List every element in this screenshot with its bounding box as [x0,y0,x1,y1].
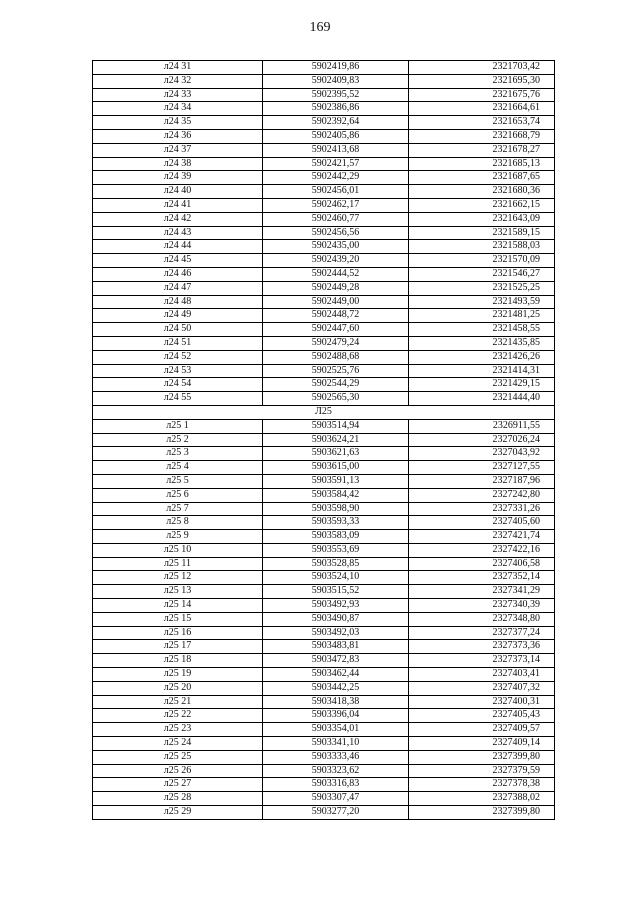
table-row [93,323,555,337]
point-id-cell: л24 40 [93,185,263,199]
table-row [93,723,555,737]
table-row [93,171,555,185]
x-coordinate-cell: 5902488,68 [263,350,409,364]
table-row [93,336,555,350]
y-coordinate-cell: 2327379,59 [409,764,555,778]
table-row [93,502,555,516]
y-coordinate-cell: 2327348,80 [409,612,555,626]
y-coordinate-cell: 2327399,80 [409,806,555,820]
table-row [93,226,555,240]
point-id-cell: л25 24 [93,737,263,751]
table-row [93,143,555,157]
point-id-cell: л25 23 [93,723,263,737]
point-id-cell: л24 44 [93,240,263,254]
table-row [93,254,555,268]
table-row [93,474,555,488]
point-id-cell: л24 42 [93,212,263,226]
y-coordinate-cell: 2327026,24 [409,433,555,447]
y-coordinate-cell: 2321687,65 [409,171,555,185]
y-coordinate-cell: 2327352,14 [409,571,555,585]
point-id-cell: л25 26 [93,764,263,778]
table-row [93,295,555,309]
table-body-l25 [93,419,555,819]
y-coordinate-cell: 2321653,74 [409,116,555,130]
x-coordinate-cell: 5903396,04 [263,709,409,723]
table-row [93,350,555,364]
y-coordinate-cell: 2327187,96 [409,474,555,488]
table-row [93,612,555,626]
point-id-cell: л25 5 [93,474,263,488]
y-coordinate-cell: 2321678,27 [409,143,555,157]
table-row [93,61,555,75]
x-coordinate-cell: 5902456,01 [263,185,409,199]
x-coordinate-cell: 5902456,56 [263,226,409,240]
x-coordinate-cell: 5903354,01 [263,723,409,737]
table-row [93,74,555,88]
table-row [93,626,555,640]
x-coordinate-cell: 5903490,87 [263,612,409,626]
x-coordinate-cell: 5903307,47 [263,792,409,806]
table-row [93,585,555,599]
table-row [93,681,555,695]
point-id-cell: л25 6 [93,488,263,502]
y-coordinate-cell: 2321435,85 [409,336,555,350]
table-row [93,806,555,820]
point-id-cell: л24 39 [93,171,263,185]
y-coordinate-cell: 2321481,25 [409,309,555,323]
table-row [93,240,555,254]
x-coordinate-cell: 5902405,86 [263,129,409,143]
y-coordinate-cell: 2327388,02 [409,792,555,806]
point-id-cell: л25 11 [93,557,263,571]
x-coordinate-cell: 5903483,81 [263,640,409,654]
point-id-cell: л25 9 [93,530,263,544]
x-coordinate-cell: 5903553,69 [263,543,409,557]
point-id-cell: л24 43 [93,226,263,240]
x-coordinate-cell: 5903442,25 [263,681,409,695]
x-coordinate-cell: 5903323,62 [263,764,409,778]
table-row [93,530,555,544]
point-id-cell: л25 21 [93,695,263,709]
x-coordinate-cell: 5903584,42 [263,488,409,502]
point-id-cell: л25 25 [93,750,263,764]
y-coordinate-cell: 2327127,55 [409,461,555,475]
x-coordinate-cell: 5902392,64 [263,116,409,130]
table-row [93,668,555,682]
table-row [93,737,555,751]
point-id-cell: л24 35 [93,116,263,130]
table-row [93,695,555,709]
y-coordinate-cell: 2327409,57 [409,723,555,737]
y-coordinate-cell: 2327341,29 [409,585,555,599]
table-row [93,88,555,102]
y-coordinate-cell: 2327043,92 [409,447,555,461]
x-coordinate-cell: 5903524,10 [263,571,409,585]
y-coordinate-cell: 2321525,25 [409,281,555,295]
x-coordinate-cell: 5903583,09 [263,530,409,544]
table-row [93,309,555,323]
point-id-cell: л25 8 [93,516,263,530]
y-coordinate-cell: 2321546,27 [409,267,555,281]
point-id-cell: л25 7 [93,502,263,516]
coordinates-table [92,60,555,820]
table-row [93,461,555,475]
x-coordinate-cell: 5903593,33 [263,516,409,530]
table-row [93,185,555,199]
y-coordinate-cell: 2321675,76 [409,88,555,102]
point-id-cell: л25 13 [93,585,263,599]
y-coordinate-cell: 2321695,30 [409,74,555,88]
point-id-cell: л25 19 [93,668,263,682]
point-id-cell: л24 32 [93,74,263,88]
table-row [93,516,555,530]
table-row [93,764,555,778]
point-id-cell: л25 16 [93,626,263,640]
x-coordinate-cell: 5903277,20 [263,806,409,820]
section-title: Л25 [93,405,555,419]
x-coordinate-cell: 5902421,57 [263,157,409,171]
table-row [93,488,555,502]
x-coordinate-cell: 5902462,17 [263,198,409,212]
table-body-l24 [93,61,555,406]
point-id-cell: л25 3 [93,447,263,461]
x-coordinate-cell: 5902525,76 [263,364,409,378]
point-id-cell: л24 46 [93,267,263,281]
table-row [93,778,555,792]
y-coordinate-cell: 2327407,32 [409,681,555,695]
x-coordinate-cell: 5903472,83 [263,654,409,668]
table-row [93,364,555,378]
table-row [93,654,555,668]
y-coordinate-cell: 2326911,55 [409,419,555,433]
point-id-cell: л25 18 [93,654,263,668]
y-coordinate-cell: 2321493,59 [409,295,555,309]
x-coordinate-cell: 5903333,46 [263,750,409,764]
table-row [93,433,555,447]
table-row [93,640,555,654]
table-row [93,557,555,571]
point-id-cell: л24 54 [93,378,263,392]
y-coordinate-cell: 2327331,26 [409,502,555,516]
point-id-cell: л24 55 [93,392,263,406]
point-id-cell: л24 41 [93,198,263,212]
point-id-cell: л24 37 [93,143,263,157]
y-coordinate-cell: 2327378,38 [409,778,555,792]
y-coordinate-cell: 2321429,15 [409,378,555,392]
table-row [93,129,555,143]
x-coordinate-cell: 5902413,68 [263,143,409,157]
point-id-cell: л25 27 [93,778,263,792]
y-coordinate-cell: 2321426,26 [409,350,555,364]
point-id-cell: л24 48 [93,295,263,309]
x-coordinate-cell: 5903528,85 [263,557,409,571]
x-coordinate-cell: 5903341,10 [263,737,409,751]
point-id-cell: л24 53 [93,364,263,378]
x-coordinate-cell: 5903492,93 [263,599,409,613]
point-id-cell: л24 49 [93,309,263,323]
x-coordinate-cell: 5902449,00 [263,295,409,309]
y-coordinate-cell: 2321570,09 [409,254,555,268]
y-coordinate-cell: 2327405,43 [409,709,555,723]
point-id-cell: л25 15 [93,612,263,626]
table-row [93,212,555,226]
x-coordinate-cell: 5903624,21 [263,433,409,447]
y-coordinate-cell: 2327340,39 [409,599,555,613]
table-row [93,198,555,212]
y-coordinate-cell: 2321685,13 [409,157,555,171]
page-number: 169 [309,20,331,35]
point-id-cell: л24 45 [93,254,263,268]
x-coordinate-cell: 5903515,52 [263,585,409,599]
y-coordinate-cell: 2321458,55 [409,323,555,337]
x-coordinate-cell: 5903591,13 [263,474,409,488]
table-row [93,599,555,613]
x-coordinate-cell: 5902544,29 [263,378,409,392]
table-row [93,102,555,116]
y-coordinate-cell: 2321668,79 [409,129,555,143]
y-coordinate-cell: 2327373,14 [409,654,555,668]
x-coordinate-cell: 5903598,90 [263,502,409,516]
point-id-cell: л25 29 [93,806,263,820]
point-id-cell: л24 34 [93,102,263,116]
x-coordinate-cell: 5902419,86 [263,61,409,75]
x-coordinate-cell: 5902565,30 [263,392,409,406]
point-id-cell: л25 20 [93,681,263,695]
point-id-cell: л24 31 [93,61,263,75]
x-coordinate-cell: 5902449,28 [263,281,409,295]
x-coordinate-cell: 5903492,03 [263,626,409,640]
point-id-cell: л25 1 [93,419,263,433]
x-coordinate-cell: 5903462,44 [263,668,409,682]
x-coordinate-cell: 5902447,60 [263,323,409,337]
y-coordinate-cell: 2321680,36 [409,185,555,199]
x-coordinate-cell: 5902435,00 [263,240,409,254]
y-coordinate-cell: 2321588,03 [409,240,555,254]
section-l25 [93,405,555,419]
y-coordinate-cell: 2327400,31 [409,695,555,709]
point-id-cell: л25 12 [93,571,263,585]
x-coordinate-cell: 5902409,83 [263,74,409,88]
y-coordinate-cell: 2327422,16 [409,543,555,557]
table-row [93,750,555,764]
table-row [93,571,555,585]
y-coordinate-cell: 2327405,60 [409,516,555,530]
x-coordinate-cell: 5903418,38 [263,695,409,709]
y-coordinate-cell: 2327409,14 [409,737,555,751]
y-coordinate-cell: 2327242,80 [409,488,555,502]
point-id-cell: л25 14 [93,599,263,613]
table-row [93,157,555,171]
x-coordinate-cell: 5903316,83 [263,778,409,792]
point-id-cell: л24 47 [93,281,263,295]
table-row [93,419,555,433]
y-coordinate-cell: 2321664,61 [409,102,555,116]
point-id-cell: л25 22 [93,709,263,723]
point-id-cell: л24 52 [93,350,263,364]
x-coordinate-cell: 5902386,86 [263,102,409,116]
y-coordinate-cell: 2327373,36 [409,640,555,654]
y-coordinate-cell: 2321643,09 [409,212,555,226]
table-row [93,281,555,295]
table-row [93,447,555,461]
point-id-cell: л24 33 [93,88,263,102]
x-coordinate-cell: 5902444,52 [263,267,409,281]
x-coordinate-cell: 5902460,77 [263,212,409,226]
x-coordinate-cell: 5902439,20 [263,254,409,268]
table-row [93,543,555,557]
x-coordinate-cell: 5902395,52 [263,88,409,102]
y-coordinate-cell: 2327403,41 [409,668,555,682]
table-row [93,267,555,281]
y-coordinate-cell: 2327377,24 [409,626,555,640]
point-id-cell: л25 28 [93,792,263,806]
point-id-cell: л25 4 [93,461,263,475]
x-coordinate-cell: 5902442,29 [263,171,409,185]
y-coordinate-cell: 2321589,15 [409,226,555,240]
y-coordinate-cell: 2321703,42 [409,61,555,75]
x-coordinate-cell: 5903615,00 [263,461,409,475]
table-row [93,792,555,806]
y-coordinate-cell: 2327406,58 [409,557,555,571]
point-id-cell: л24 38 [93,157,263,171]
point-id-cell: л25 2 [93,433,263,447]
y-coordinate-cell: 2321444,40 [409,392,555,406]
table-row [93,378,555,392]
y-coordinate-cell: 2321662,15 [409,198,555,212]
table-row [93,116,555,130]
x-coordinate-cell: 5903514,94 [263,419,409,433]
section-header-row [93,405,555,419]
x-coordinate-cell: 5902448,72 [263,309,409,323]
table-row [93,709,555,723]
x-coordinate-cell: 5902479,24 [263,336,409,350]
point-id-cell: л24 50 [93,323,263,337]
point-id-cell: л25 10 [93,543,263,557]
y-coordinate-cell: 2321414,31 [409,364,555,378]
point-id-cell: л24 36 [93,129,263,143]
y-coordinate-cell: 2327421,74 [409,530,555,544]
table-row [93,392,555,406]
y-coordinate-cell: 2327399,80 [409,750,555,764]
x-coordinate-cell: 5903621,63 [263,447,409,461]
point-id-cell: л24 51 [93,336,263,350]
point-id-cell: л25 17 [93,640,263,654]
